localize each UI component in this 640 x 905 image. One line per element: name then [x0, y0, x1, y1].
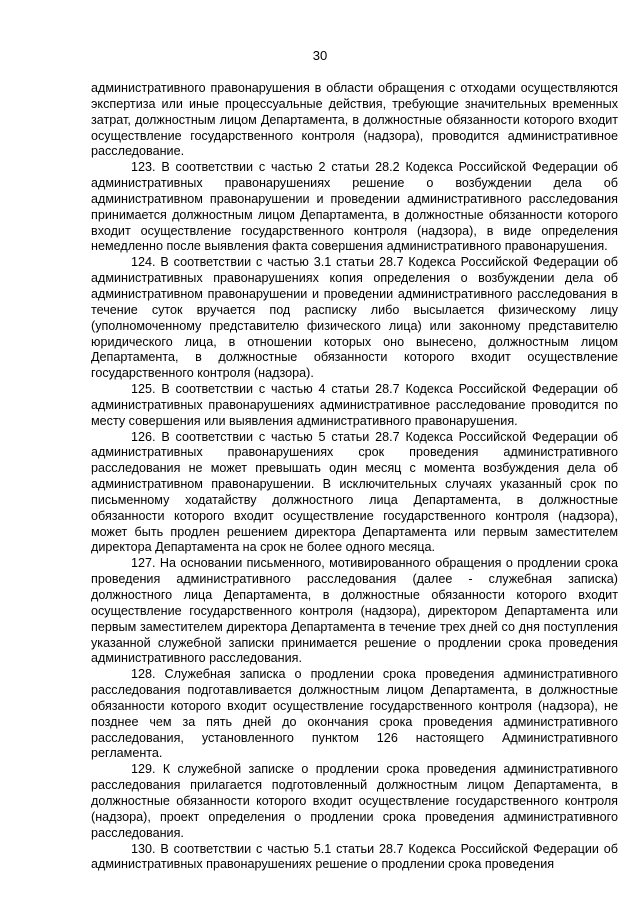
paragraph-129: 129. К служебной записке о продлении срока проведения административного расследования прилагается подготовленный должностным лицом Департамента, в должностные обязанности которого входит осуществление государственного контроля (надзора), проект определения о продлении срока проведения административного расследования. — [91, 762, 618, 840]
paragraph-124: 124. В соответствии с частью 3.1 статьи 28.7 Кодекса Российской Федерации об административных правонарушениях копия определения о возбуждении дела об административном правонарушении и проведении административного расследования в течение суток вручается под расписку либо высылается физическому лицу (уполномоченному представителю физического лица) или законному представителю юридического лица, в отношении которых оно вынесено, должностным лицом Департамента, в должностные обязанности которого входит осуществление государственного контроля (надзора). — [91, 255, 618, 381]
paragraph-123: 123. В соответствии с частью 2 статьи 28.2 Кодекса Российской Федерации об административных правонарушениях решение о возбуждении дела об административном правонарушении и проведении административного расследования принимается должностным лицом Департамента, в должностные обязанности которого входит осуществление государственного контроля (надзора), в виде определения немедленно после выявления факта совершения административного правонарушения. — [91, 160, 618, 254]
paragraph-130: 130. В соответствии с частью 5.1 статьи 28.7 Кодекса Российской Федерации об административных правонарушениях решение о продлении срока проведения — [91, 841, 618, 872]
paragraph-continuation: административного правонарушения в области обращения с отходами осуществляются экспертиза или иные процессуальные действия, требующие значительных временных затрат, должностным лицом Департамента, в должностные обязанности которого входит осуществление государственного контроля (надзора), проводится административное расследование. — [91, 81, 618, 159]
paragraph-125: 125. В соответствии с частью 4 статьи 28.7 Кодекса Российской Федерации об административных правонарушениях административное расследование проводится по месту совершения или выявления административного правонарушения. — [91, 382, 618, 428]
paragraph-128: 128. Служебная записка о продлении срока проведения административного расследования подготавливается должностным лицом Департамента, в должностные обязанности которого входит осуществление государственного контроля (надзора), не позднее чем за пять дней до окончания срока проведения административного расследования, установленного пунктом 126 настоящего Административного регламента. — [91, 667, 618, 761]
paragraph-127: 127. На основании письменного, мотивированного обращения о продлении срока проведения административного расследования (далее - служебная записка) должностного лица Департамента, в должностные обязанности которого входит осуществление государственного контроля (надзора), директором Департамента или первым заместителем директора Департамента в течение трех дней со дня поступления указанной служебной записки принимается решение о продлении срока проведения административного расследования. — [91, 556, 618, 666]
page-number: 30 — [312, 48, 328, 63]
document-body — [91, 81, 618, 873]
paragraph-126: 126. В соответствии с частью 5 статьи 28.7 Кодекса Российской Федерации об административных правонарушениях срок проведения административного расследования не может превышать один месяц с момента возбуждения дела об административном правонарушении. В исключительных случаях указанный срок по письменному ходатайству должностного лица Департамента, в должностные обязанности которого входит осуществление государственного контроля (надзора), может быть продлен решением директора Департамента или первым заместителем директора Департамента на срок не более одного месяца. — [91, 429, 618, 555]
